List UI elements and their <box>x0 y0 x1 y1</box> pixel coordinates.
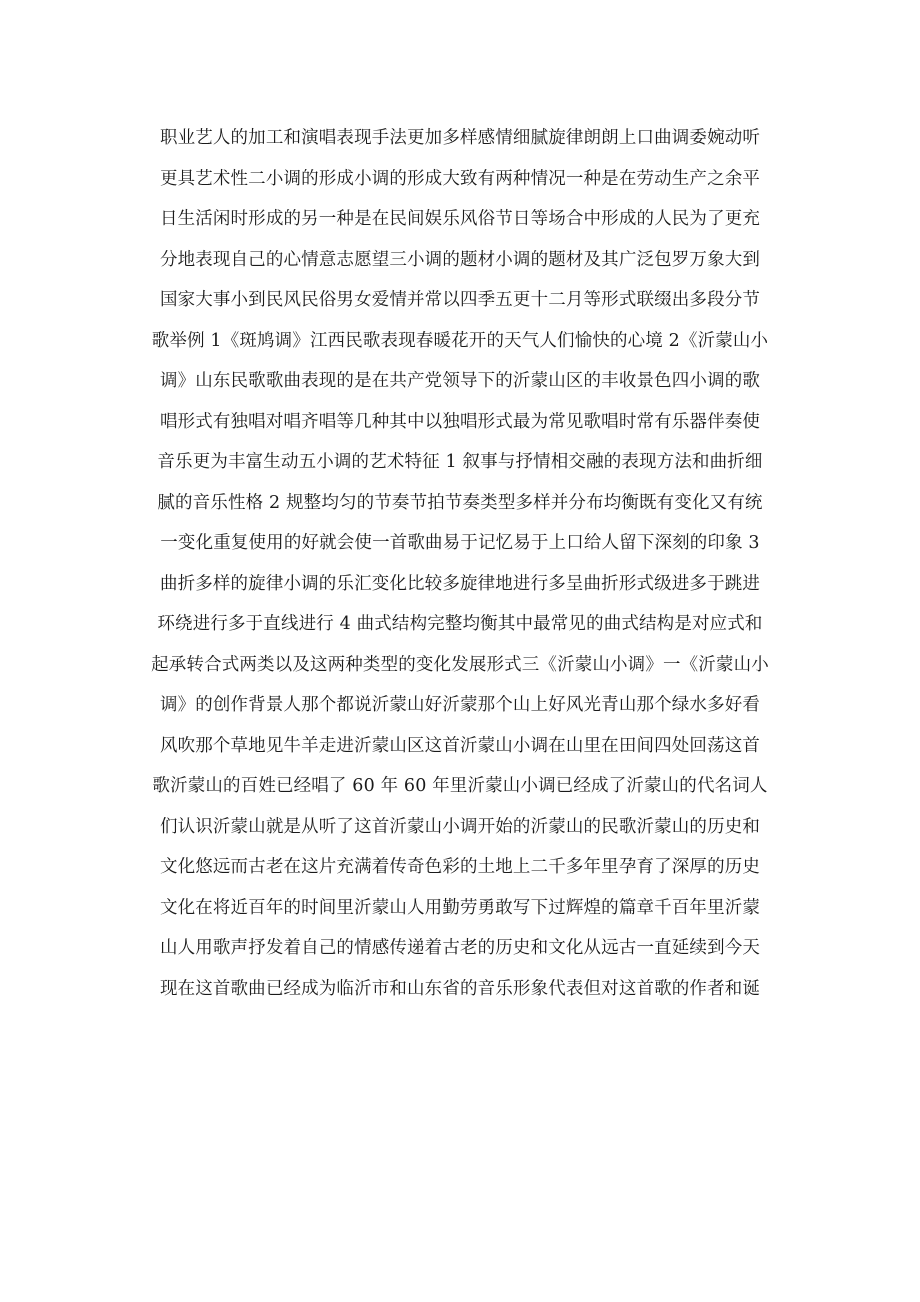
text-line: 起承转合式两类以及这两种类型的变化发展形式三《沂蒙山小调》一《沂蒙山小 <box>151 654 769 675</box>
text-line: 现在这首歌曲已经成为临沂市和山东省的音乐形象代表但对这首歌的作者和诞 <box>159 978 761 999</box>
text-line: 腻的音乐性格 2 规整均匀的节奏节拍节奏类型多样并分布均衡既有变化又有统 <box>157 492 763 513</box>
text-line: 风吹那个草地见牛羊走进沂蒙山区这首沂蒙山小调在山里在田间四处回荡这首 <box>159 735 761 756</box>
text-line: 曲折多样的旋律小调的乐汇变化比较多旋律地进行多呈曲折形式级进多于跳进 <box>159 573 761 594</box>
text-line: 更具艺术性二小调的形成小调的形成大致有两种情况一种是在劳动生产之余平 <box>159 168 761 189</box>
text-line: 调》的创作背景人那个都说沂蒙山好沂蒙那个山上好风光青山那个绿水多好看 <box>159 695 761 715</box>
text-line: 歌沂蒙山的百姓已经唱了 60 年 60 年里沂蒙山小调已经成了沂蒙山的代名词人 <box>152 776 768 796</box>
text-line: 一变化重复使用的好就会使一首歌曲易于记忆易于上口给人留下深刻的印象 3 <box>160 533 760 553</box>
text-line: 唱形式有独唱对唱齐唱等几种其中以独唱形式最为常见歌唱时常有乐器伴奏使 <box>159 411 761 432</box>
text-line: 分地表现自己的心情意志愿望三小调的题材小调的题材及其广泛包罗万象大到 <box>159 249 761 270</box>
text-line: 歌举例 1《斑鸠调》江西民歌表现春暖花开的天气人们愉快的心境 2《沂蒙山小 <box>151 330 769 351</box>
text-line: 文化在将近百年的时间里沂蒙山人用勤劳勇敢写下过辉煌的篇章千百年里沂蒙 <box>159 897 761 918</box>
text-line: 环绕进行多于直线进行 4 曲式结构完整均衡其中最常见的曲式结构是对应式和 <box>157 614 763 634</box>
text-line: 日生活闲时形成的另一种是在民间娱乐风俗节日等场合中形成的人民为了更充 <box>159 209 761 229</box>
text-line: 调》山东民歌歌曲表现的是在共产党领导下的沂蒙山区的丰收景色四小调的歌 <box>159 371 761 391</box>
text-line: 音乐更为丰富生动五小调的艺术特征 1 叙事与抒情相交融的表现方法和曲折细 <box>157 452 763 472</box>
text-line: 国家大事小到民风民俗男女爱情并常以四季五更十二月等形式联缀出多段分节 <box>159 290 761 310</box>
text-line: 文化悠远而古老在这片充满着传奇色彩的土地上二千多年里孕育了深厚的历史 <box>159 857 761 877</box>
text-line: 职业艺人的加工和演唱表现手法更加多样感情细腻旋律朗朗上口曲调委婉动听 <box>159 128 761 148</box>
body-text <box>138 118 782 1009</box>
text-line: 山人用歌声抒发着自己的情感传递着古老的历史和文化从远古一直延续到今天 <box>159 938 761 958</box>
text-line: 们认识沂蒙山就是从听了这首沂蒙山小调开始的沂蒙山的民歌沂蒙山的历史和 <box>159 816 761 837</box>
